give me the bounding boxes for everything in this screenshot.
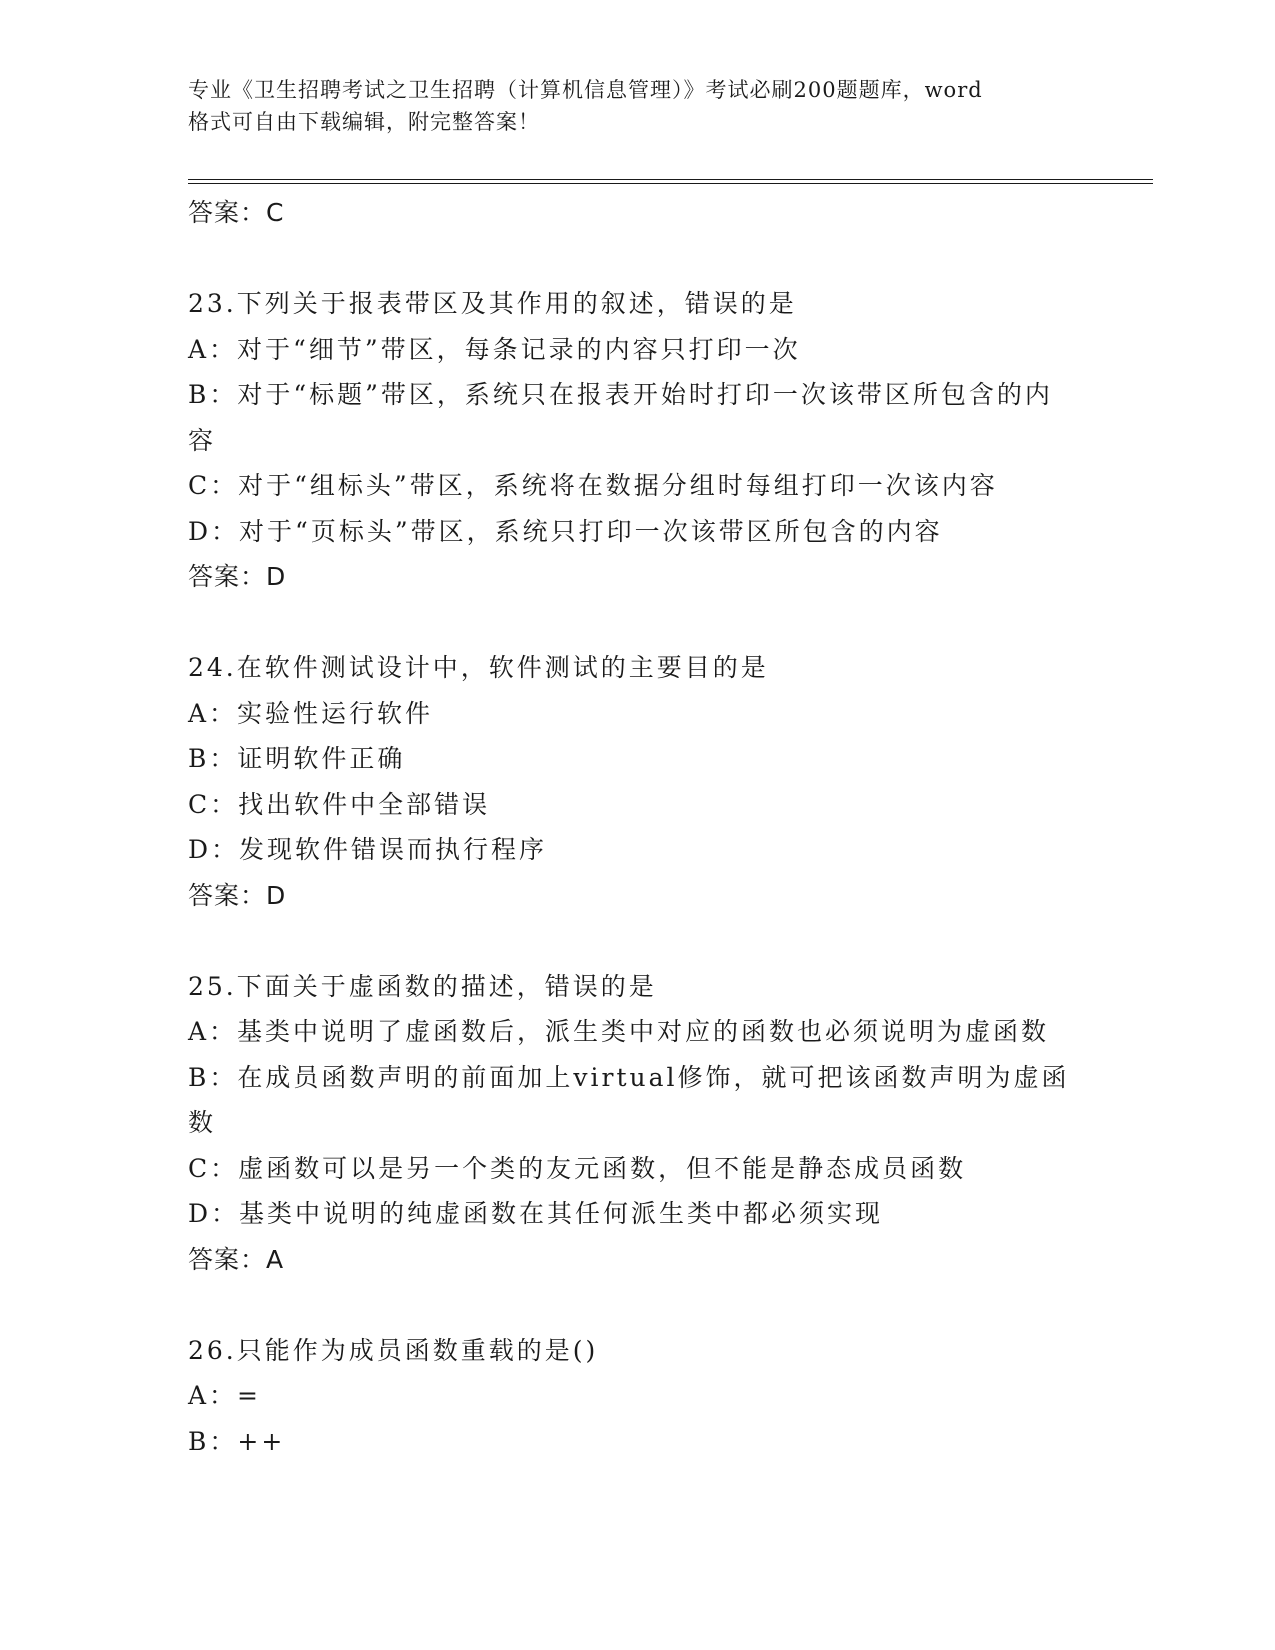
document-header xyxy=(188,74,1088,138)
option-a: A：实验性运行软件 xyxy=(188,698,434,728)
option-c: C：找出软件中全部错误 xyxy=(188,789,491,819)
question-24 xyxy=(188,645,1088,918)
previous-answer: 答案：C xyxy=(188,198,285,227)
option-c: C：虚函数可以是另一个类的友元函数，但不能是静态成员函数 xyxy=(188,1153,967,1183)
option-a: A：对于“细节”带区，每条记录的内容只打印一次 xyxy=(188,334,801,364)
spacer xyxy=(188,600,1088,646)
question-answer: 答案：D xyxy=(188,880,287,910)
question-stem: 24.在软件测试设计中，软件测试的主要目的是 xyxy=(188,653,769,682)
option-d: D：基类中说明的纯虚函数在其任何派生类中都必须实现 xyxy=(188,1199,884,1228)
header-divider-double xyxy=(188,183,1153,184)
question-25 xyxy=(188,964,1088,1283)
option-a: A：基类中说明了虚函数后，派生类中对应的函数也必须说明为虚函数 xyxy=(188,1017,1050,1046)
spacer xyxy=(188,1282,1088,1328)
option-b: B：在成员函数声明的前面加上virtual修饰，就可把该函数声明为虚函数 xyxy=(188,1062,1070,1137)
option-b: B：证明软件正确 xyxy=(188,744,406,773)
question-23 xyxy=(188,281,1088,600)
question-answer: 答案：D xyxy=(188,562,287,591)
option-d: D：对于“页标头”带区，系统只打印一次该带区所包含的内容 xyxy=(188,516,943,546)
question-list xyxy=(188,190,1088,1464)
spacer xyxy=(188,236,1088,282)
option-c: C：对于“组标头”带区，系统将在数据分组时每组打印一次该内容 xyxy=(188,471,998,500)
question-stem: 23.下列关于报表带区及其作用的叙述，错误的是 xyxy=(188,289,797,318)
question-stem: 25.下面关于虚函数的描述，错误的是 xyxy=(188,971,657,1001)
header-line-1: 专业《卫生招聘考试之卫生招聘（计算机信息管理）》考试必刷200题题库，word xyxy=(188,78,983,102)
question-stem: 26.只能作为成员函数重载的是() xyxy=(188,1335,599,1365)
header-divider xyxy=(188,179,1153,180)
option-a: A：= xyxy=(188,1381,262,1410)
question-26 xyxy=(188,1328,1088,1465)
option-b: B：对于“标题”带区，系统只在报表开始时打印一次该带区所包含的内容 xyxy=(188,380,1053,455)
spacer xyxy=(188,918,1088,964)
header-line-2: 格式可自由下载编辑，附完整答案！ xyxy=(188,110,540,134)
option-b: B：++ xyxy=(188,1426,286,1456)
option-d: D：发现软件错误而执行程序 xyxy=(188,835,548,864)
question-answer: 答案：A xyxy=(188,1244,285,1274)
